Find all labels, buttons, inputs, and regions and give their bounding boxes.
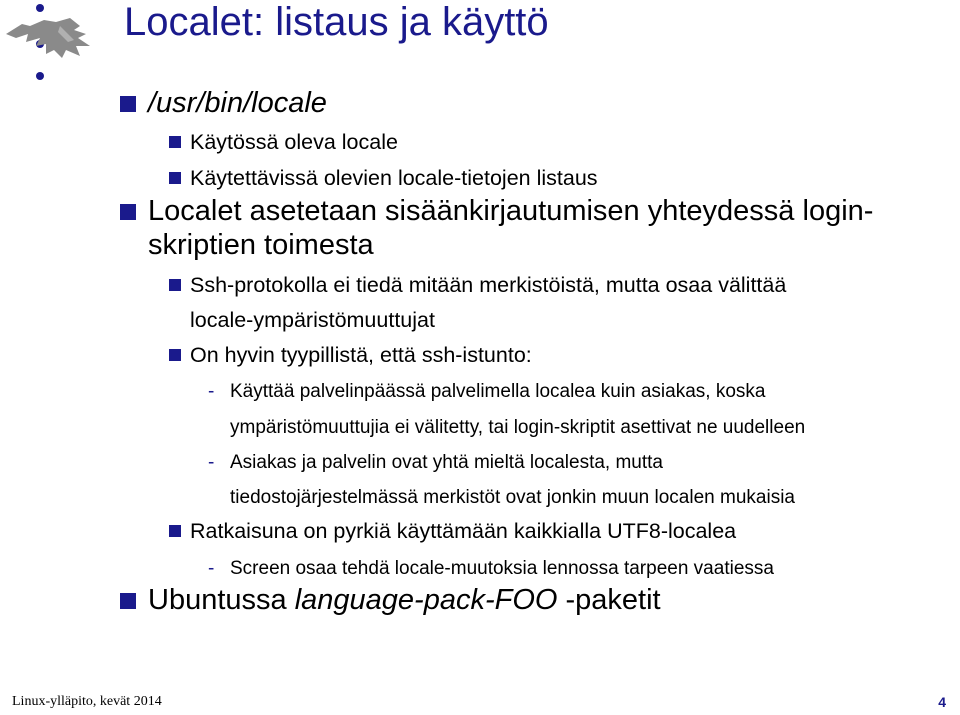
dash-bullet-icon: - bbox=[208, 452, 215, 473]
list-item: Localet asetetaan sisäänkirjautumisen yhteydessä login- bbox=[148, 195, 873, 227]
university-logo-icon bbox=[0, 0, 118, 92]
square-bullet-icon bbox=[169, 525, 181, 537]
square-bullet-icon bbox=[169, 172, 181, 184]
list-item: /usr/bin/locale bbox=[148, 87, 327, 119]
dash-bullet-icon: - bbox=[208, 558, 215, 579]
footer-course-label: Linux-ylläpito, kevät 2014 bbox=[12, 694, 162, 709]
page-title: Localet: listaus ja käyttö bbox=[124, 0, 549, 44]
list-item: - Asiakas ja palvelin ovat yhtä mieltä localesta, mutta bbox=[208, 452, 663, 473]
square-bullet-icon bbox=[120, 593, 136, 609]
square-bullet-icon bbox=[120, 96, 136, 112]
list-item-continuation: skriptien toimesta bbox=[148, 229, 374, 261]
list-item: Ubuntussa language-pack-FOO -paketit bbox=[148, 584, 661, 616]
list-item: - Käyttää palvelinpäässä palvelimella localea kuin asiakas, koska bbox=[208, 381, 766, 402]
list-item-continuation: locale-ympäristömuuttujat bbox=[190, 308, 435, 332]
square-bullet-icon bbox=[169, 279, 181, 291]
page-number: 4 bbox=[938, 694, 946, 710]
square-bullet-icon bbox=[169, 349, 181, 361]
list-item: - Screen osaa tehdä locale-muutoksia lennossa tarpeen vaatiessa bbox=[208, 558, 774, 579]
list-item: Ssh-protokolla ei tiedä mitään merkistöistä, mutta osaa välittää bbox=[190, 272, 786, 298]
list-item: Käytettävissä olevien locale-tietojen listaus bbox=[190, 165, 598, 191]
list-item: Ratkaisuna on pyrkiä käyttämään kaikkialla UTF8-localea bbox=[190, 518, 736, 544]
square-bullet-icon bbox=[120, 204, 136, 220]
list-item-continuation: tiedostojärjestelmässä merkistöt ovat jonkin muun localen mukaisia bbox=[230, 487, 795, 508]
list-item-continuation: ympäristömuuttujia ei välitetty, tai login-skriptit asettivat ne uudelleen bbox=[230, 417, 806, 438]
dash-bullet-icon: - bbox=[208, 381, 215, 402]
list-item: Käytössä oleva locale bbox=[190, 129, 398, 155]
list-item: On hyvin tyypillistä, että ssh-istunto: bbox=[190, 342, 532, 368]
square-bullet-icon bbox=[169, 136, 181, 148]
